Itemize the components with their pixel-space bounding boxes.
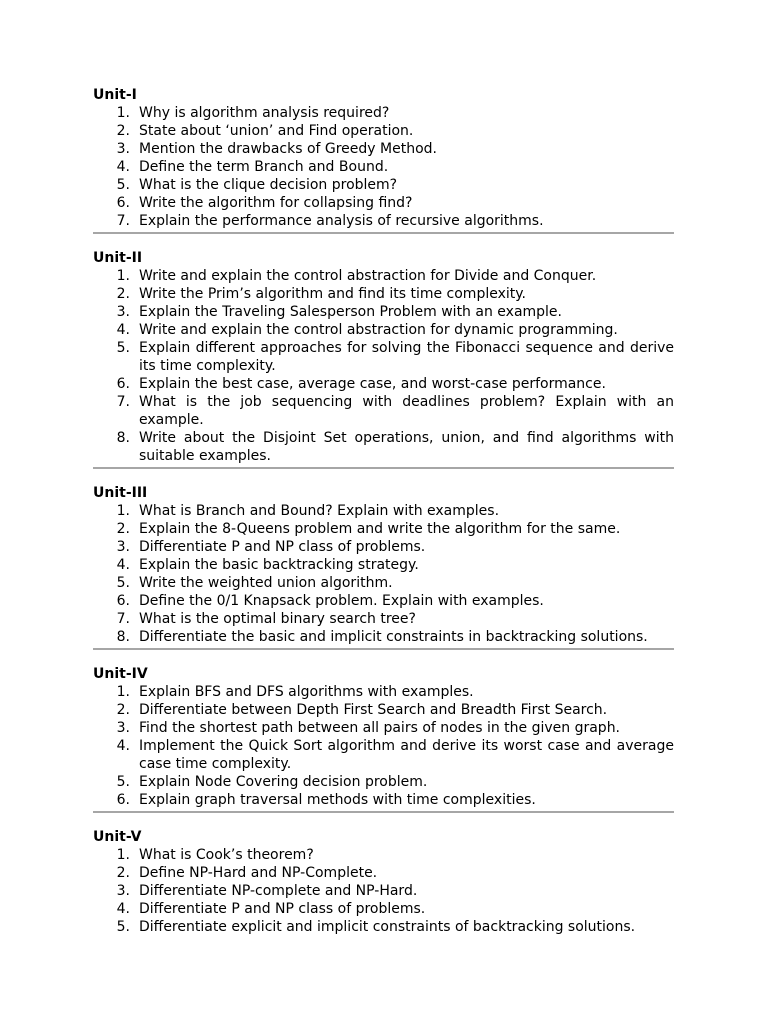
- question-number: 2.: [116, 123, 130, 139]
- question-text: Explain the best case, average case, and worst-case performance.: [139, 376, 606, 392]
- question-text: Differentiate the basic and implicit constraints in backtracking solutions.: [139, 629, 648, 645]
- question-number: 6.: [116, 195, 130, 211]
- question-text: Why is algorithm analysis required?: [139, 105, 390, 121]
- unit-section: [93, 484, 674, 650]
- question-item: [93, 393, 674, 429]
- question-number: 5.: [116, 340, 130, 356]
- question-text: Differentiate explicit and implicit constraints of backtracking solutions.: [139, 919, 636, 935]
- question-item: [93, 737, 674, 773]
- question-text: What is Cook’s theorem?: [139, 847, 314, 863]
- question-number: 5.: [116, 919, 130, 935]
- question-number: 8.: [116, 629, 130, 645]
- question-text: Explain different approaches for solving the Fibonacci sequence and derive its time complexity.: [139, 340, 674, 374]
- question-number: 4.: [116, 738, 130, 754]
- question-item: [93, 683, 674, 701]
- unit-title: Unit-IV: [93, 666, 148, 682]
- question-text: What is Branch and Bound? Explain with examples.: [139, 503, 500, 519]
- question-text: Define the 0/1 Knapsack problem. Explain with examples.: [139, 593, 544, 609]
- question-item: [93, 285, 674, 303]
- question-number: 5.: [116, 177, 130, 193]
- question-item: [93, 267, 674, 285]
- question-text: Write and explain the control abstraction for dynamic programming.: [139, 322, 618, 338]
- question-number: 4.: [116, 159, 130, 175]
- question-number: 3.: [116, 304, 130, 320]
- question-item: [93, 339, 674, 375]
- unit-section: [93, 249, 674, 469]
- question-item: [93, 592, 674, 610]
- question-text: Differentiate P and NP class of problems.: [139, 539, 426, 555]
- question-item: [93, 556, 674, 574]
- question-text: Write the Prim’s algorithm and find its time complexity.: [139, 286, 526, 302]
- question-item: [93, 574, 674, 592]
- question-text: What is the clique decision problem?: [139, 177, 398, 193]
- question-text: Write about the Disjoint Set operations, union, and find algorithms with suitable examples.: [139, 430, 674, 464]
- question-text: Explain the Traveling Salesperson Problem with an example.: [139, 304, 562, 320]
- question-text: Differentiate NP-complete and NP-Hard.: [139, 883, 418, 899]
- question-number: 1.: [116, 268, 130, 284]
- question-list: [93, 267, 674, 465]
- question-number: 3.: [116, 539, 130, 555]
- question-number: 1.: [116, 847, 130, 863]
- question-number: 2.: [116, 521, 130, 537]
- question-text: Explain the basic backtracking strategy.: [139, 557, 419, 573]
- question-item: [93, 321, 674, 339]
- question-item: [93, 520, 674, 538]
- question-text: Differentiate P and NP class of problems.: [139, 901, 426, 917]
- question-number: 1.: [116, 684, 130, 700]
- question-number: 6.: [116, 792, 130, 808]
- question-text: Define NP-Hard and NP-Complete.: [139, 865, 378, 881]
- question-number: 4.: [116, 322, 130, 338]
- question-item: [93, 900, 674, 918]
- question-number: 5.: [116, 575, 130, 591]
- section-divider: [93, 811, 674, 813]
- question-item: [93, 701, 674, 719]
- question-item: [93, 864, 674, 882]
- question-item: [93, 176, 674, 194]
- question-number: 6.: [116, 593, 130, 609]
- section-divider: [93, 648, 674, 650]
- question-item: [93, 303, 674, 321]
- question-item: [93, 104, 674, 122]
- question-text: Find the shortest path between all pairs of nodes in the given graph.: [139, 720, 621, 736]
- question-number: 6.: [116, 376, 130, 392]
- question-number: 1.: [116, 105, 130, 121]
- unit-section: [93, 665, 674, 813]
- unit-title: Unit-V: [93, 829, 142, 845]
- question-list: [93, 104, 674, 230]
- question-item: [93, 140, 674, 158]
- question-number: 4.: [116, 901, 130, 917]
- question-text: Write and explain the control abstraction for Divide and Conquer.: [139, 268, 597, 284]
- question-number: 7.: [116, 611, 130, 627]
- question-text: What is the job sequencing with deadlines problem? Explain with an example.: [139, 394, 674, 428]
- question-number: 4.: [116, 557, 130, 573]
- question-item: [93, 538, 674, 556]
- unit-title: Unit-II: [93, 250, 143, 266]
- question-text: What is the optimal binary search tree?: [139, 611, 416, 627]
- question-item: [93, 502, 674, 520]
- question-number: 3.: [116, 720, 130, 736]
- question-number: 2.: [116, 702, 130, 718]
- question-number: 8.: [116, 430, 130, 446]
- question-number: 7.: [116, 394, 130, 410]
- question-item: [93, 610, 674, 628]
- question-list: [93, 846, 674, 936]
- question-item: [93, 882, 674, 900]
- question-item: [93, 628, 674, 646]
- question-item: [93, 429, 674, 465]
- question-text: Explain the 8-Queens problem and write the algorithm for the same.: [139, 521, 621, 537]
- question-number: 2.: [116, 865, 130, 881]
- question-list: [93, 683, 674, 809]
- question-document: [93, 86, 674, 936]
- question-item: [93, 918, 674, 936]
- question-number: 7.: [116, 213, 130, 229]
- question-text: Explain the performance analysis of recursive algorithms.: [139, 213, 544, 229]
- question-item: [93, 773, 674, 791]
- unit-title: Unit-III: [93, 485, 148, 501]
- unit-title: Unit-I: [93, 87, 137, 103]
- question-number: 3.: [116, 883, 130, 899]
- question-text: Implement the Quick Sort algorithm and derive its worst case and average case time complexity.: [139, 738, 674, 772]
- question-text: Write the algorithm for collapsing find?: [139, 195, 413, 211]
- question-text: State about ‘union’ and Find operation.: [139, 123, 414, 139]
- question-text: Write the weighted union algorithm.: [139, 575, 393, 591]
- question-number: 5.: [116, 774, 130, 790]
- unit-section: [93, 86, 674, 234]
- question-number: 3.: [116, 141, 130, 157]
- question-text: Mention the drawbacks of Greedy Method.: [139, 141, 437, 157]
- question-item: [93, 846, 674, 864]
- question-number: 1.: [116, 503, 130, 519]
- question-text: Differentiate between Depth First Search and Breadth First Search.: [139, 702, 608, 718]
- section-divider: [93, 467, 674, 469]
- question-number: 2.: [116, 286, 130, 302]
- question-item: [93, 212, 674, 230]
- question-text: Explain BFS and DFS algorithms with examples.: [139, 684, 474, 700]
- question-item: [93, 158, 674, 176]
- section-divider: [93, 232, 674, 234]
- unit-section: [93, 828, 674, 936]
- question-item: [93, 194, 674, 212]
- question-item: [93, 719, 674, 737]
- question-text: Explain graph traversal methods with time complexities.: [139, 792, 536, 808]
- question-item: [93, 791, 674, 809]
- question-text: Define the term Branch and Bound.: [139, 159, 389, 175]
- question-item: [93, 375, 674, 393]
- question-item: [93, 122, 674, 140]
- question-list: [93, 502, 674, 646]
- question-text: Explain Node Covering decision problem.: [139, 774, 428, 790]
